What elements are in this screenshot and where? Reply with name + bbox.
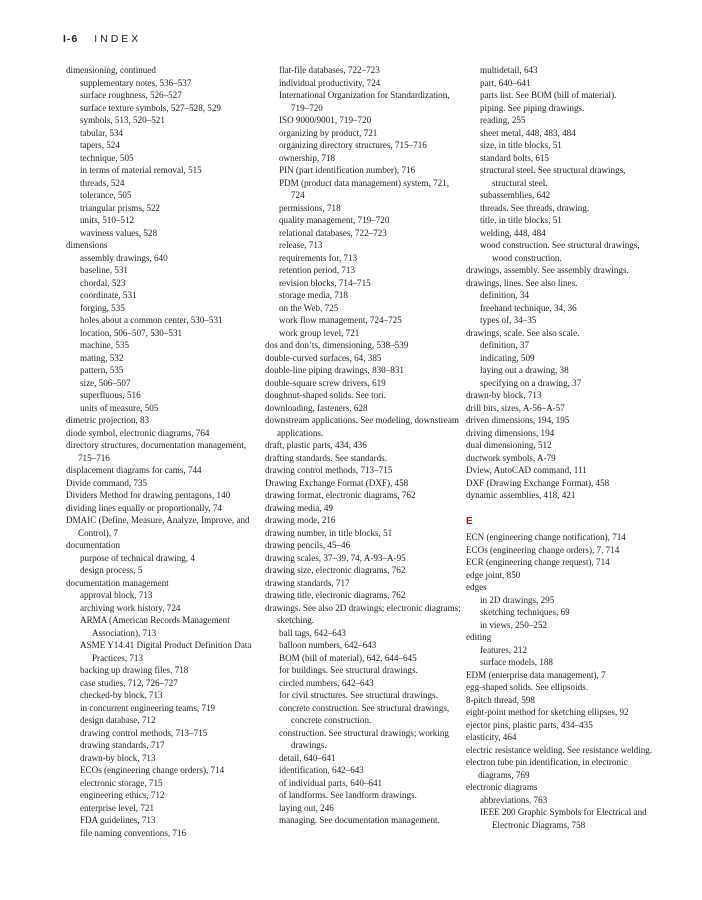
- index-entry: doughnut-shaped solids. See tori.: [265, 390, 386, 400]
- index-subentry: ASME Y14.41 Digital Product Definition Data Practices, 713: [80, 640, 252, 663]
- index-entry: drawn-by block, 713: [466, 390, 542, 400]
- index-entry: dimensions: [66, 240, 108, 250]
- index-entry: dimensioning, continued: [66, 65, 156, 75]
- index-subentry: FDA guidelines, 713: [80, 815, 156, 825]
- index-entry: displacement diagrams for cams, 744: [66, 465, 202, 475]
- index-entry: drawings. See also 2D drawings; electronic diagrams; sketching.: [265, 602, 461, 625]
- index-subentry: drawn-by block, 713: [80, 752, 156, 763]
- page-number: I-6: [63, 33, 79, 45]
- index-subentry: subassemblies, 642: [480, 190, 551, 200]
- index-entry: ECN (engineering change notification), 714: [466, 532, 626, 542]
- index-entry: dos and don’ts, dimensioning, 538–539: [265, 340, 409, 350]
- index-subentry: superfluous, 516: [80, 390, 141, 400]
- index-subentry: specifying on a drawing, 37: [480, 377, 582, 388]
- index-subentry: backing up drawing files, 718: [80, 665, 189, 675]
- index-subentry: storage media, 718: [279, 290, 348, 300]
- index-entry: edges: [466, 582, 487, 592]
- index-subentry: in 2D drawings, 295: [480, 594, 555, 605]
- index-entry: eight-point method for sketching ellipses, 92: [466, 707, 629, 717]
- index-subentry: approval block, 713: [80, 590, 153, 600]
- index-subentry: managing. See documentation management.: [279, 815, 440, 825]
- index-subentry: case studies, 712, 726–727: [80, 677, 178, 688]
- index-entry: drawing scales, 37–39, 74, A-93–A-95: [265, 552, 406, 563]
- index-subentry: structural steel. See structural drawings, structural steel.: [480, 165, 626, 188]
- index-subentry: enterprise level, 721: [80, 802, 154, 813]
- section-title: INDEX: [94, 33, 142, 45]
- index-subentry: ball tags, 642–643: [279, 627, 346, 638]
- index-subentry: design database, 712: [80, 715, 156, 725]
- index-entry: double-square screw drivers, 619: [265, 377, 386, 388]
- index-subentry: wood construction. See structural drawings, wood construction.: [480, 240, 640, 263]
- index-subentry: threads. See threads, drawing.: [480, 202, 590, 213]
- index-subentry: work group level, 721: [279, 327, 360, 338]
- index-subentry: circled numbers, 642–643: [279, 677, 374, 688]
- index-subentry: relational databases, 722–723: [279, 227, 387, 238]
- index-subentry: checked-by block, 713: [80, 690, 163, 700]
- index-entry: drawing media, 49: [265, 502, 333, 513]
- index-entry: drawing format, electronic diagrams, 762: [265, 490, 416, 500]
- index-entry: ECR (engineering change request), 714: [466, 557, 610, 567]
- index-entry: drawing standards, 717: [265, 577, 350, 588]
- index-subentry: for buildings. See structural drawings.: [279, 665, 418, 675]
- index-subentry: revision blocks, 714–715: [279, 277, 371, 288]
- index-subentry: mating, 532: [80, 352, 124, 363]
- index-subentry: surface roughness, 526–527: [80, 90, 182, 100]
- index-entry: Dview, AutoCAD command, 111: [466, 465, 587, 475]
- index-subentry: PIN (part identification number), 716: [279, 165, 416, 175]
- index-entry: Divide command, 735: [66, 477, 148, 488]
- index-subentry: location, 506–507, 530–531: [80, 327, 183, 338]
- index-subentry: technique, 505: [80, 152, 134, 163]
- index-entry: ejector pins, plastic parts, 434–435: [466, 719, 593, 730]
- index-subentry: part, 640–641: [480, 77, 531, 88]
- index-subentry: organizing directory structures, 715–716: [279, 140, 427, 150]
- index-subentry: types of, 34–35: [480, 315, 537, 325]
- section-letter: E: [466, 515, 473, 527]
- index-entry: electric resistance welding. See resistance welding.: [466, 744, 653, 755]
- index-subentry: ownership, 718: [279, 152, 336, 163]
- index-entry: documentation management: [66, 577, 169, 588]
- index-subentry: organizing by product, 721: [279, 127, 378, 138]
- index-entry: ductwork symbols, A-79: [466, 452, 556, 463]
- index-subentry: freehand technique, 34, 36: [480, 302, 577, 313]
- index-subentry: concrete construction. See structural drawings, concrete construction.: [279, 702, 450, 725]
- running-header: [63, 33, 141, 45]
- index-subentry: surface texture symbols, 527–528, 529: [80, 102, 221, 113]
- index-subentry: supplementary notes, 536–537: [80, 77, 192, 88]
- index-subentry: surface models, 188: [480, 657, 553, 667]
- index-subentry: size, in title blocks, 51: [480, 140, 562, 150]
- index-subentry: retention period, 713: [279, 265, 356, 275]
- index-entry: dual dimensioning, 512: [466, 440, 552, 450]
- index-subentry: parts list. See BOM (bill of material).: [480, 90, 617, 100]
- index-subentry: definition, 34: [480, 290, 529, 300]
- index-entry: editing: [466, 632, 492, 642]
- index-subentry: ARMA (American Records Management Association), 713: [80, 615, 230, 638]
- index-entry: driven dimensions, 194, 195: [466, 415, 570, 425]
- index-entry: downloading, fasteners, 628: [265, 402, 368, 413]
- index-subentry: laying out a drawing, 38: [480, 365, 569, 375]
- index-entry: electron tube pin identification, in electronic diagrams, 769: [466, 757, 628, 780]
- index-subentry: balloon numbers, 642–643: [279, 640, 377, 650]
- index-subentry: assembly drawings, 640: [80, 252, 168, 263]
- index-entry: drawings, scale. See also scale.: [466, 327, 580, 338]
- index-subentry: units, 510–512: [80, 215, 135, 225]
- index-subentry: laying out, 246: [279, 802, 334, 813]
- index-subentry: construction. See structural drawings; working drawings.: [279, 727, 449, 750]
- index-subentry: ECOs (engineering change orders), 714: [80, 765, 225, 775]
- index-subentry: triangular prisms, 522: [80, 202, 161, 213]
- index-subentry: definition, 37: [480, 340, 529, 350]
- index-entry: dividing lines equally or proportionally, 74: [66, 502, 223, 513]
- index-subentry: of individual parts, 640–641: [279, 777, 383, 788]
- index-subentry: individual productivity, 724: [279, 77, 381, 88]
- index-subentry: design process, 5: [80, 565, 143, 575]
- index-entry: drawing number, in title blocks, 51: [265, 527, 393, 538]
- index-subentry: engineering ethics, 712: [80, 790, 165, 800]
- index-subentry: multidetail, 643: [480, 65, 538, 75]
- index-subentry: indicating, 509: [480, 352, 535, 363]
- index-entry: EDM (enterprise data management), 7: [466, 669, 606, 680]
- index-subentry: in concurrent engineering teams, 719: [80, 702, 216, 713]
- index-subentry: tolerance, 505: [80, 190, 132, 200]
- index-subentry: ISO 9000/9001, 719–720: [279, 115, 372, 125]
- index-entry: DMAIC (Define, Measure, Analyze, Improve, and Control), 7: [66, 515, 250, 538]
- index-subentry: size, 506–507: [80, 377, 131, 388]
- index-subentry: title, in title blocks, 51: [480, 215, 562, 225]
- index-entry: double-curved surfaces, 64, 385: [265, 352, 382, 363]
- index-subentry: work flow management, 724–725: [279, 315, 402, 325]
- index-entry: downstream applications. See modeling, downstream applications.: [265, 415, 459, 438]
- index-subentry: in terms of material removal, 515: [80, 165, 202, 175]
- index-entry: dynamic assemblies, 418, 421: [466, 490, 576, 500]
- index-subentry: International Organization for Standardization, 719–720: [279, 90, 450, 113]
- index-subentry: tabular, 534: [80, 127, 124, 138]
- index-entry: egg-shaped solids. See ellipsoids.: [466, 682, 588, 692]
- index-subentry: tapers, 524: [80, 140, 120, 150]
- index-subentry: requirements for, 713: [279, 252, 358, 263]
- index-entry: draft, plastic parts, 434, 436: [265, 440, 367, 450]
- index-subentry: flat-file databases, 722–723: [279, 65, 380, 75]
- index-subentry: machine, 535: [80, 340, 129, 350]
- index-subentry: release, 713: [279, 240, 323, 250]
- index-subentry: identification, 642–643: [279, 765, 364, 775]
- index-subentry: coordinate, 531: [80, 290, 137, 300]
- index-entry: drill bits, sizes, A-56–A-57: [466, 402, 565, 413]
- index-subentry: electronic storage, 715: [80, 777, 163, 788]
- index-entry: electronic diagrams: [466, 782, 538, 792]
- index-subentry: drawing control methods, 713–715: [80, 727, 208, 738]
- index-entry: drawing title, electronic diagrams, 762: [265, 590, 406, 600]
- index-subentry: features, 212: [480, 644, 527, 655]
- index-subentry: baseline, 531: [80, 265, 128, 275]
- index-entry: ECOs (engineering change orders), 7, 714: [466, 544, 620, 555]
- index-subentry: sketching techniques, 69: [480, 607, 570, 617]
- index-subentry: piping. See piping drawings.: [480, 102, 585, 113]
- index-subentry: pattern, 535: [80, 365, 124, 375]
- index-subentry: sheet metal, 448, 483, 484: [480, 127, 576, 138]
- index-entry: drawing pencils, 45–46: [265, 540, 351, 550]
- index-subentry: permissions, 718: [279, 202, 341, 213]
- index-entry: directory structures, documentation management, 715–716: [66, 440, 247, 463]
- index-entry: drawing mode, 216: [265, 515, 336, 525]
- index-subentry: detail, 640–641: [279, 752, 336, 763]
- index-subentry: symbols, 513, 520–521: [80, 115, 165, 125]
- index-subentry: IEEE 200 Graphic Symbols for Electrical and Electronic Diagrams, 758: [480, 807, 647, 830]
- index-subentry: threads, 524: [80, 177, 125, 188]
- index-entry: drawing control methods, 713–715: [265, 465, 393, 475]
- index-subentry: reading, 255: [480, 115, 526, 125]
- index-entry: drafting standards. See standards.: [265, 452, 387, 463]
- index-subentry: waviness values, 528: [80, 227, 158, 238]
- index-entry: drawings, assembly. See assembly drawings.: [466, 265, 629, 275]
- index-entry: edge joint, 850: [466, 569, 521, 580]
- index-entry: elasticity, 464: [466, 732, 517, 742]
- index-entry: Drawing Exchange Format (DXF), 458: [265, 477, 409, 488]
- index-subentry: of landforms. See landform drawings.: [279, 790, 417, 800]
- index-entry: double-line piping drawings, 830–831: [265, 365, 404, 375]
- index-subentry: BOM (bill of material), 642, 644–645: [279, 652, 417, 663]
- index-entry: diode symbol, electronic diagrams, 764: [66, 427, 210, 438]
- index-subentry: quality management, 719–720: [279, 215, 390, 225]
- index-subentry: on the Web, 725: [279, 302, 339, 313]
- index-entry: dimetric projection, 83: [66, 415, 150, 425]
- index-subentry: welding, 448, 484: [480, 227, 546, 238]
- index-subentry: holes about a common center, 530–531: [80, 315, 223, 325]
- index-entry: documentation: [66, 540, 121, 550]
- index-subentry: archiving work history, 724: [80, 602, 181, 613]
- index-subentry: chordal, 523: [80, 277, 126, 288]
- index-subentry: abbreviations, 763: [480, 794, 548, 805]
- index-subentry: file naming conventions, 716: [80, 827, 187, 838]
- index-entry: DXF (Drawing Exchange Format), 458: [466, 477, 610, 488]
- index-subentry: forging, 535: [80, 302, 125, 313]
- index-entry: drawing size, electronic diagrams, 762: [265, 565, 406, 575]
- index-subentry: for civil structures. See structural drawings.: [279, 690, 438, 700]
- index-entry: driving dimensions, 194: [466, 427, 555, 438]
- index-entry: drawings, lines. See also lines.: [466, 277, 578, 288]
- index-subentry: purpose of technical drawing, 4: [80, 552, 195, 563]
- index-entry: Dividers Method for drawing pentagons, 140: [66, 490, 231, 500]
- index-column-2: [265, 64, 461, 827]
- index-column-3: [466, 64, 662, 831]
- index-subentry: in views, 250–252: [480, 619, 547, 630]
- index-subentry: standard bolts, 615: [480, 152, 549, 163]
- index-subentry: drawing standards, 717: [80, 740, 165, 750]
- index-subentry: units of measure, 505: [80, 402, 159, 413]
- index-entry: 8-pitch thread, 598: [466, 694, 535, 705]
- index-subentry: PDM (product data management) system, 721, 724: [279, 177, 449, 200]
- index-column-1: [66, 64, 262, 839]
